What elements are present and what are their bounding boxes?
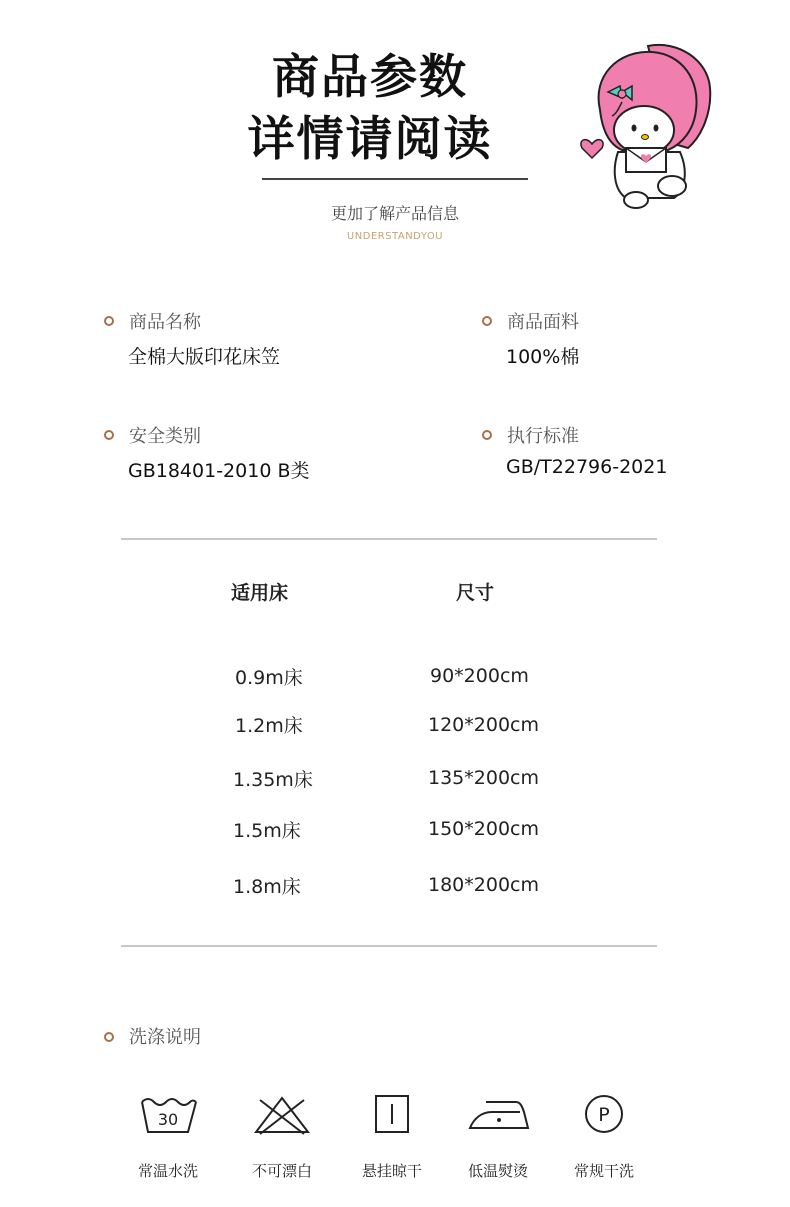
info-label-fabric: 商品面料 (507, 312, 579, 333)
low-iron-icon (466, 1090, 530, 1138)
subtitle: 更加了解产品信息 (330, 204, 459, 223)
no-bleach-icon (250, 1090, 314, 1138)
care-label-low-iron: 低温熨烫 (467, 1162, 528, 1180)
care-item-low-iron (448, 1090, 548, 1181)
info-bullet-icon (482, 316, 492, 326)
table-cell-size: 150*200cm (428, 818, 539, 840)
subtitle-english: UNDERSTANDYOU (346, 231, 444, 242)
dry-clean-letter: P (598, 1104, 610, 1126)
table-cell-bed: 1.5m床 (233, 820, 301, 842)
table-cell-size: 90*200cm (430, 665, 529, 687)
care-bullet-icon (104, 1032, 114, 1042)
section-divider (121, 945, 657, 947)
care-label-dry-clean: 常规干洗 (573, 1162, 634, 1180)
table-cell-size: 135*200cm (428, 767, 539, 789)
info-label-standard: 执行标准 (507, 426, 579, 447)
info-value-product-name: 全棉大版印花床笠 (128, 346, 281, 368)
info-value-fabric: 100%棉 (506, 346, 580, 368)
page-title-line-2: 详情请阅读 (247, 112, 493, 167)
care-item-hang-dry (342, 1090, 442, 1181)
page-title-line-1: 商品参数 (272, 50, 468, 105)
table-header-size: 尺寸 (456, 582, 495, 604)
info-bullet-icon (104, 430, 114, 440)
title-divider (262, 178, 528, 180)
table-cell-size: 180*200cm (428, 874, 539, 896)
table-cell-bed: 1.2m床 (235, 715, 303, 737)
info-bullet-icon (482, 430, 492, 440)
wash-temp-text: 30 (157, 1110, 179, 1129)
care-label-hang-dry: 悬挂晾干 (361, 1162, 422, 1180)
info-value-standard: GB/T22796-2021 (506, 456, 668, 478)
info-label-product-name: 商品名称 (129, 312, 201, 333)
care-item-no-bleach (232, 1090, 332, 1181)
care-section-title: 洗涤说明 (129, 1027, 201, 1048)
mascot-illustration (578, 40, 718, 210)
dry-clean-p-icon (572, 1090, 636, 1138)
info-label-safety-class: 安全类别 (129, 426, 201, 447)
care-label-wash: 常温水洗 (137, 1162, 198, 1180)
table-cell-size: 120*200cm (428, 714, 539, 736)
care-label-no-bleach: 不可漂白 (251, 1162, 312, 1180)
section-divider (121, 538, 657, 540)
wash-30-icon (136, 1090, 200, 1138)
care-item-dry-clean (554, 1090, 654, 1181)
hang-dry-icon (360, 1090, 424, 1138)
info-bullet-icon (104, 316, 114, 326)
table-cell-bed: 0.9m床 (235, 667, 303, 689)
table-cell-bed: 1.35m床 (233, 769, 313, 791)
table-cell-bed: 1.8m床 (233, 876, 301, 898)
care-item-wash (118, 1090, 218, 1181)
info-value-safety-class: GB18401-2010 B类 (128, 460, 310, 482)
table-header-bed: 适用床 (231, 582, 289, 604)
